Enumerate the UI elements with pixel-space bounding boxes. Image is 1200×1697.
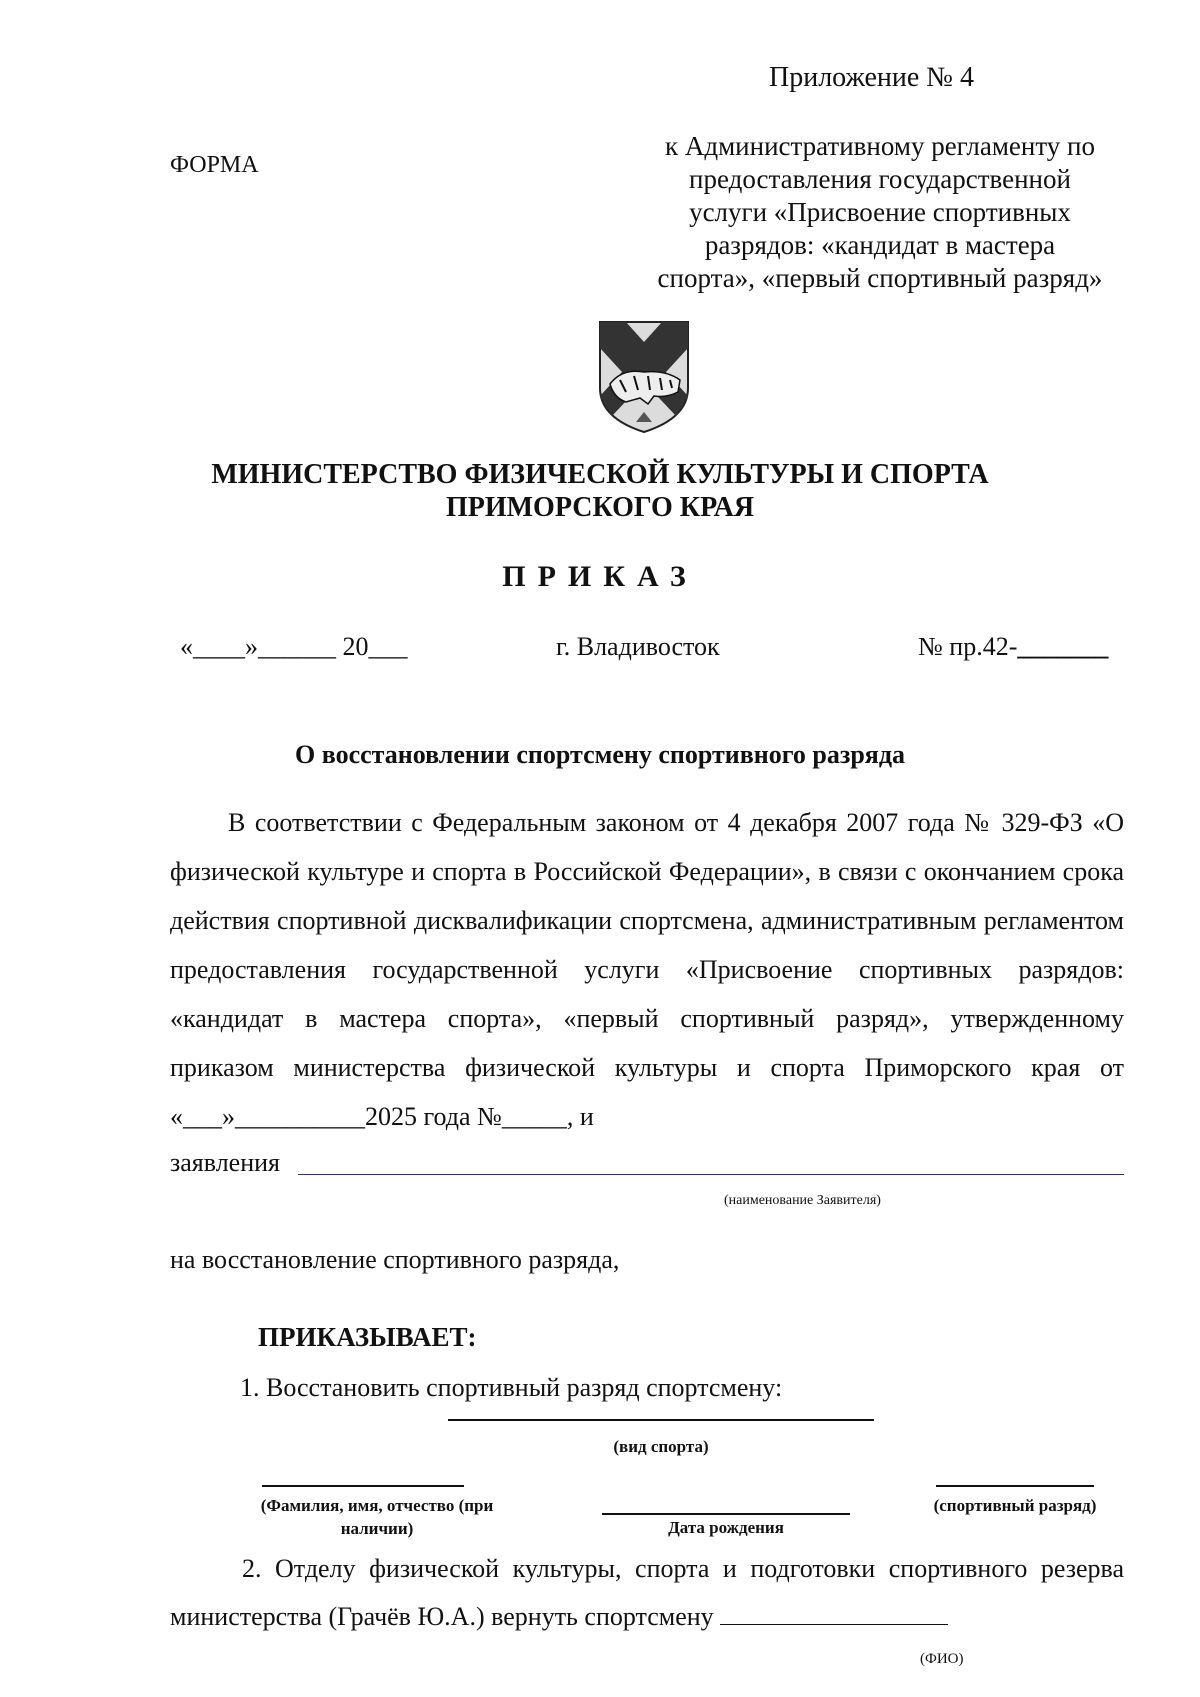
appendix-line: к Административному регламенту по bbox=[664, 131, 1095, 161]
dob-caption: Дата рождения bbox=[668, 1518, 784, 1537]
order-item-2-text: 2. Отделу физической культуры, спорта и подготовки спортивного резерва министерства (Грачёв Ю.А.) вернуть спортсмену bbox=[170, 1554, 1124, 1631]
order-item-2-paragraph bbox=[170, 1545, 1124, 1641]
appendix-line: услуги «Присвоение спортивных bbox=[689, 197, 1071, 227]
order-number-prefix: № пр.42- bbox=[918, 632, 1018, 661]
appendix-number: Приложение № 4 bbox=[769, 62, 974, 93]
order-item-2 bbox=[170, 1545, 1124, 1641]
ministry-line: ПРИМОРСКОГО КРАЯ bbox=[445, 492, 755, 523]
appendix-line: разрядов: «кандидат в мастера bbox=[704, 230, 1056, 260]
appendix-line: предоставления государственной bbox=[689, 164, 1071, 194]
applicant-blank-line bbox=[298, 1174, 1124, 1175]
fio-blank-line bbox=[262, 1485, 464, 1487]
order-item-1: 1. Восстановить спортивный разряд спортсмену: bbox=[240, 1373, 783, 1402]
applicant-row bbox=[170, 1148, 1124, 1178]
order-date: «____»______ 20___ bbox=[180, 632, 408, 661]
dob-blank-line bbox=[602, 1513, 850, 1515]
orders-heading: ПРИКАЗЫВАЕТ: bbox=[258, 1322, 477, 1352]
rank-blank-line bbox=[936, 1485, 1094, 1487]
order-city: г. Владивосток bbox=[556, 632, 720, 661]
form-label: ФОРМА bbox=[170, 152, 259, 178]
preamble bbox=[170, 798, 1124, 1141]
appendix-reference bbox=[640, 130, 1120, 295]
restore-request-line: на восстановление спортивного разряда, bbox=[170, 1245, 620, 1274]
fio-caption: (Фамилия, имя, отчество (при наличии) bbox=[260, 1496, 494, 1538]
coat-of-arms-icon bbox=[596, 318, 692, 436]
order-subject: О восстановлении спортсмену спортивного разряда bbox=[294, 740, 905, 769]
order-number bbox=[918, 632, 1108, 662]
applicant-label: заявления bbox=[170, 1148, 281, 1177]
sport-blank-line bbox=[448, 1419, 874, 1421]
athlete-fio-blank-line bbox=[720, 1604, 948, 1625]
rank-caption: (спортивный разряд) bbox=[933, 1496, 1097, 1515]
preamble-paragraph: В соответствии с Федеральным законом от 4 декабря 2007 года № 329-ФЗ «О физической культуре и спорта в Российской Федерации», в связи с окончанием срока действия спортивной дисквалификации спортсмена, административным регламентом предоставления государственной услуги «Присвоение спортивных разрядов: «кандидат в мастера спорта», «первый спортивный разряд», утвержденному приказом министерства физической культуры и спорта Приморского края от «___»__________2025 года №_____, и bbox=[170, 808, 1124, 1131]
ministry-line: МИНИСТЕРСТВО ФИЗИЧЕСКОЙ КУЛЬТУРЫ И СПОРТА bbox=[211, 459, 989, 490]
athlete-fio-caption: (ФИО) bbox=[920, 1651, 964, 1667]
applicant-caption: (наименование Заявителя) bbox=[724, 1193, 881, 1208]
order-title: ПРИКАЗ bbox=[502, 560, 698, 593]
sport-caption: (вид спорта) bbox=[613, 1437, 709, 1456]
ministry-name bbox=[150, 458, 1050, 524]
appendix-line: спорта», «первый спортивный разряд» bbox=[657, 263, 1103, 293]
order-number-blank: _______ bbox=[1017, 632, 1109, 661]
